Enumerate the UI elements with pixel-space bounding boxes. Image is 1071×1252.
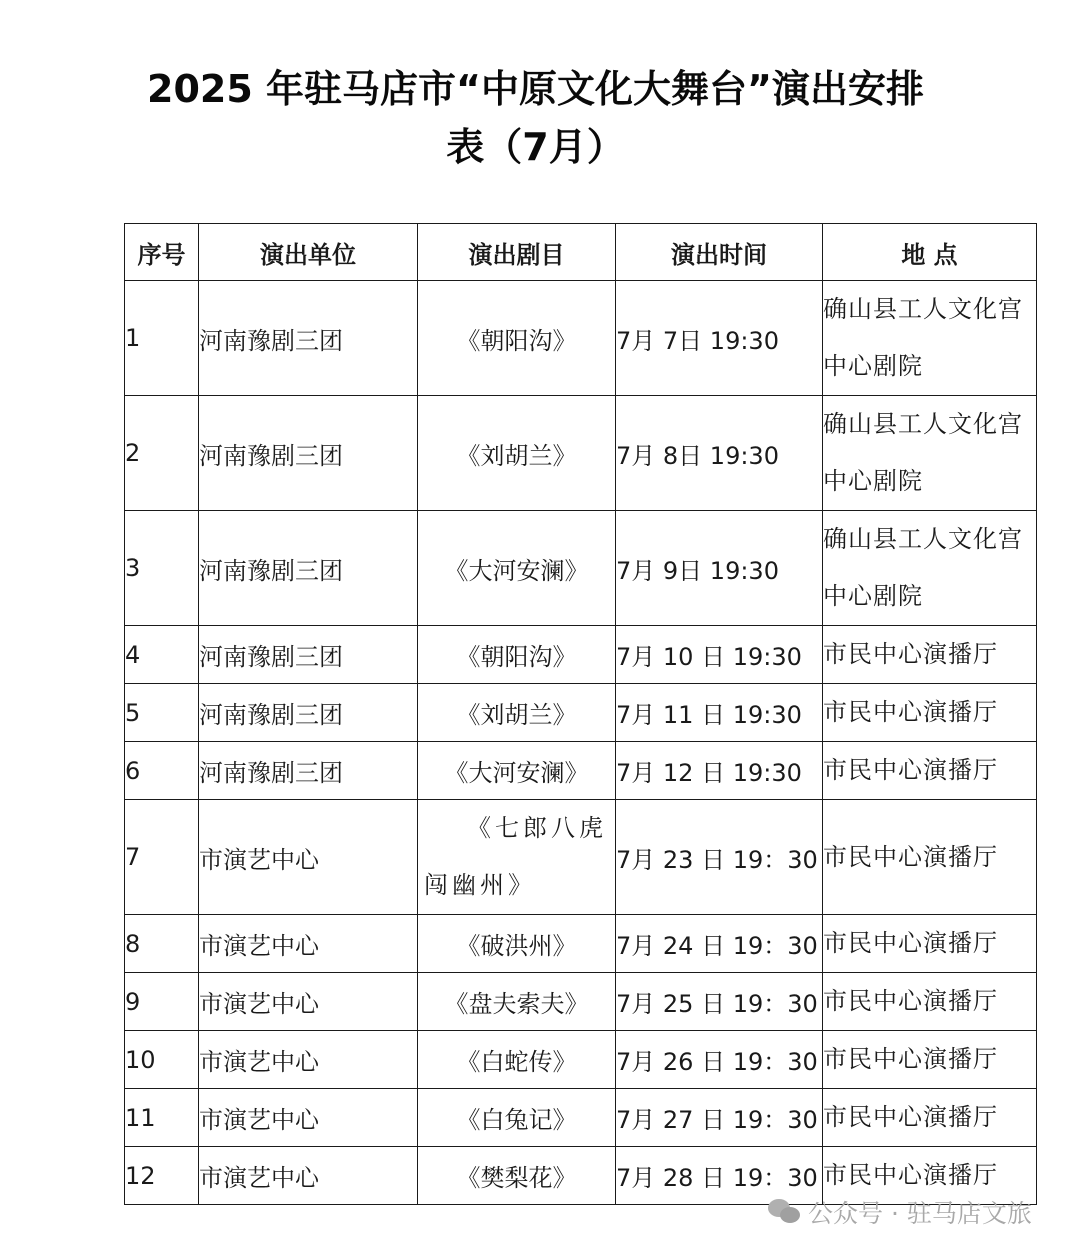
header-location: 地 点 [823,224,1037,281]
table-row [125,626,1037,684]
row-number: 3 [125,511,199,626]
row-number: 5 [125,684,199,742]
row-time: 7月 9日 19:30 [616,511,823,626]
row-unit: 河南豫剧三团 [199,626,418,684]
row-time: 7月 12 日 19:30 [616,742,823,800]
row-unit: 市演艺中心 [199,1147,418,1205]
row-play: 《樊梨花》 [418,1147,616,1205]
table-row [125,1089,1037,1147]
row-time: 7月 27 日 19：30 [616,1089,823,1147]
row-location: 确山县工人文化宫中心剧院 [823,281,1037,396]
row-location: 市民中心演播厅 [823,684,1037,742]
row-unit: 河南豫剧三团 [199,684,418,742]
row-number: 7 [125,800,199,915]
row-unit: 河南豫剧三团 [199,396,418,511]
row-time: 7月 11 日 19:30 [616,684,823,742]
row-unit: 市演艺中心 [199,915,418,973]
row-unit: 河南豫剧三团 [199,281,418,396]
table-row [125,281,1037,396]
document-title-line2: 表（7月） [446,125,625,169]
row-number: 4 [125,626,199,684]
row-play: 《朝阳沟》 [418,281,616,396]
row-time: 7月 10 日 19:30 [616,626,823,684]
header-play: 演出剧目 [418,224,616,281]
table-row [125,511,1037,626]
row-number: 2 [125,396,199,511]
header-time: 演出时间 [616,224,823,281]
watermark [768,1194,1032,1230]
watermark-text: 公众号 · 驻马店文旅 [808,1199,1032,1228]
row-time: 7月 28 日 19：30 [616,1147,823,1205]
table-row [125,742,1037,800]
header-number: 序号 [125,224,199,281]
row-play: 《白兔记》 [418,1089,616,1147]
row-time: 7月 26 日 19：30 [616,1031,823,1089]
row-play: 《刘胡兰》 [418,684,616,742]
row-play: 《朝阳沟》 [418,626,616,684]
row-location: 确山县工人文化宫中心剧院 [823,396,1037,511]
header-unit: 演出单位 [199,224,418,281]
row-time: 7月 8日 19:30 [616,396,823,511]
row-time: 7月 24 日 19：30 [616,915,823,973]
row-unit: 市演艺中心 [199,1089,418,1147]
table-row [125,684,1037,742]
row-time: 7月 7日 19:30 [616,281,823,396]
document-title-line1: 2025 年驻马店市“中原文化大舞台”演出安排 [147,67,924,111]
table-header-row [125,224,1037,281]
row-location: 市民中心演播厅 [823,742,1037,800]
table-row [125,973,1037,1031]
row-location: 市民中心演播厅 [823,915,1037,973]
row-location: 市民中心演播厅 [823,1147,1037,1205]
row-location: 市民中心演播厅 [823,800,1037,915]
row-number: 6 [125,742,199,800]
row-unit: 市演艺中心 [199,1031,418,1089]
row-play: 《白蛇传》 [418,1031,616,1089]
row-play-line1: 《七郎八虎 [467,814,607,842]
row-time: 7月 23 日 19：30 [616,800,823,915]
row-play [418,800,616,915]
row-location: 确山县工人文化宫中心剧院 [823,511,1037,626]
row-play: 《盘夫索夫》 [418,973,616,1031]
row-unit: 市演艺中心 [199,800,418,915]
row-play: 《破洪州》 [418,915,616,973]
row-location: 市民中心演播厅 [823,1089,1037,1147]
table-row [125,915,1037,973]
row-number: 11 [125,1089,199,1147]
row-play: 《大河安澜》 [418,511,616,626]
table-row [125,396,1037,511]
row-number: 1 [125,281,199,396]
row-number: 12 [125,1147,199,1205]
wechat-icon [768,1199,802,1225]
row-play: 《大河安澜》 [418,742,616,800]
table-row [125,1031,1037,1089]
row-unit: 河南豫剧三团 [199,742,418,800]
row-unit: 市演艺中心 [199,973,418,1031]
row-location: 市民中心演播厅 [823,1031,1037,1089]
row-number: 9 [125,973,199,1031]
schedule-table [124,223,1037,1205]
row-location: 市民中心演播厅 [823,973,1037,1031]
row-play-line2: 闯幽州》 [424,871,536,899]
row-location: 市民中心演播厅 [823,626,1037,684]
row-number: 8 [125,915,199,973]
row-number: 10 [125,1031,199,1089]
row-play: 《刘胡兰》 [418,396,616,511]
row-unit: 河南豫剧三团 [199,511,418,626]
row-time: 7月 25 日 19：30 [616,973,823,1031]
table-row [125,800,1037,915]
